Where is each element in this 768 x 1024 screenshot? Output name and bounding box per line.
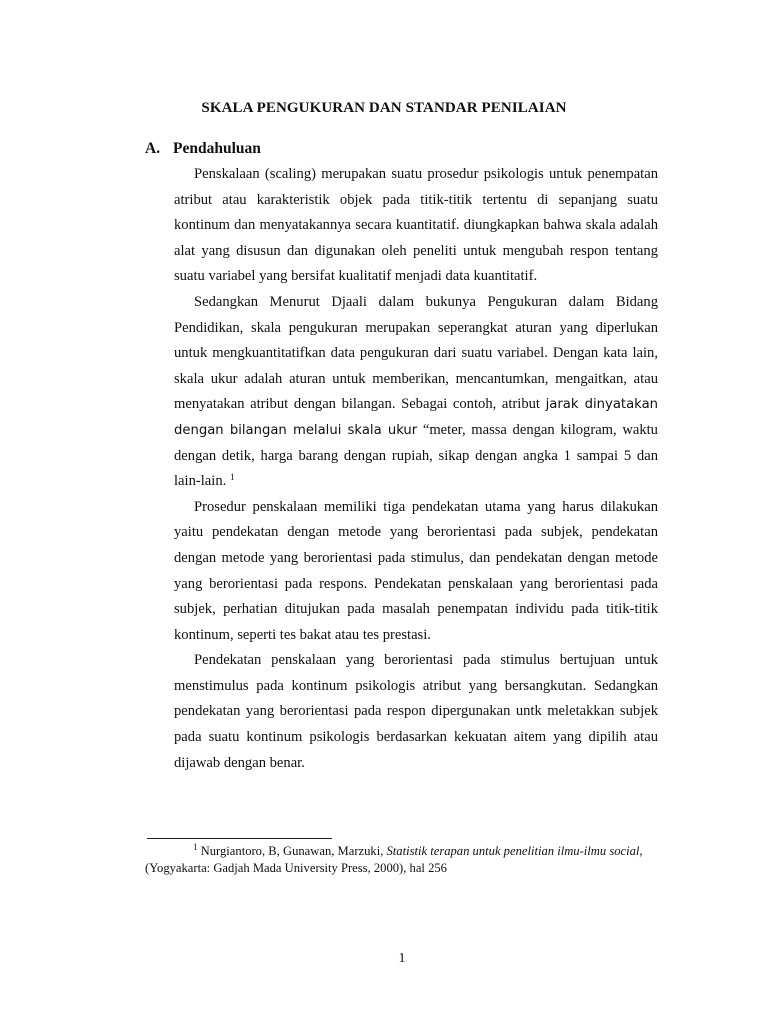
paragraph-4: Pendekatan penskalaan yang berorientasi pada stimulus bertujuan untuk menstimulus pada kontinum psikologis atribut yang bersangkutan. Sedangkan pendekatan yang berorientasi pada respon dipergunakan untk meletakkan subjek pada suatu kontinum psikologis berdasarkan kekuatan aitem yang dipilih atau dijawab dengan benar.	[174, 652, 658, 771]
footnote-publisher: (Yogyakarta: Gadjah Mada University Press, 2000), hal 256	[145, 861, 447, 875]
paragraph-2-sans-run: jarak dinyatakan dengan bilangan melalui skala ukur	[174, 397, 659, 438]
footnote-book-title: Statistik terapan untuk penelitian ilmu-ilmu social	[386, 844, 640, 858]
footnote-comma: ,	[639, 844, 643, 858]
body-text	[174, 162, 658, 776]
paragraph-2-text-after: “meter, massa dengan kilogram, waktu dengan detik, harga barang dengan rupiah, sikap dengan angka 1 sampai 5 dan lain-lain.	[174, 421, 658, 490]
paragraph-3: Prosedur penskalaan memiliki tiga pendekatan utama yang harus dilakukan yaitu pendekatan dengan metode yang berorientasi pada subjek, pendekatan dengan metode yang berorientasi pada stimulus, dan pendekatan dengan metode yang berorientasi pada respons. Pendekatan penskalaan yang berorientasi pada subjek, perhatian ditujukan pada masalah penempatan individu pada titik-titik kontinum, seperti tes bakat atau tes prestasi.	[174, 498, 658, 643]
footnote-authors: Nurgiantoro, B, Gunawan, Marzuki,	[200, 844, 387, 858]
footnote-reference[interactable]: 1	[229, 472, 235, 483]
section-letter: A.	[145, 140, 161, 157]
section-heading	[145, 140, 261, 158]
footnote-separator	[147, 838, 332, 839]
paragraph-1: Penskalaan (scaling) merupakan suatu prosedur psikologis untuk penempatan atribut atau karakteristik objek pada titik-titik tertentu di sepanjang suatu kontinum dan menyatakannya secara kuantitatif. diungkapkan bahwa skala adalah alat yang disusun dan digunakan oleh peneliti untuk mengubah respon tentang suatu variabel yang bersifat kualitatif menjadi data kuantitatif.	[174, 166, 658, 285]
document-title: SKALA PENGUKURAN DAN STANDAR PENILAIAN	[201, 100, 567, 116]
page-number: 1	[398, 951, 406, 966]
footnote-number: 1	[193, 842, 198, 852]
paragraph-2	[174, 290, 658, 495]
section-title: Pendahuluan	[173, 140, 261, 157]
paragraph-2-text-before: Sedangkan Menurut Djaali dalam bukunya Pengukuran dalam Bidang Pendidikan, skala pengukuran merupakan seperangkat aturan yang diperlukan untuk mengkuantitatifkan data pengukuran dari suatu variabel. Dengan kata lain, skala ukur adalah aturan untuk memberikan, mencantumkan, mengaitkan, atau menyatakan atribut dengan bilangan. Sebagai contoh, atribut	[174, 293, 658, 413]
footnote-line-1	[145, 843, 665, 860]
footnote	[145, 843, 665, 877]
